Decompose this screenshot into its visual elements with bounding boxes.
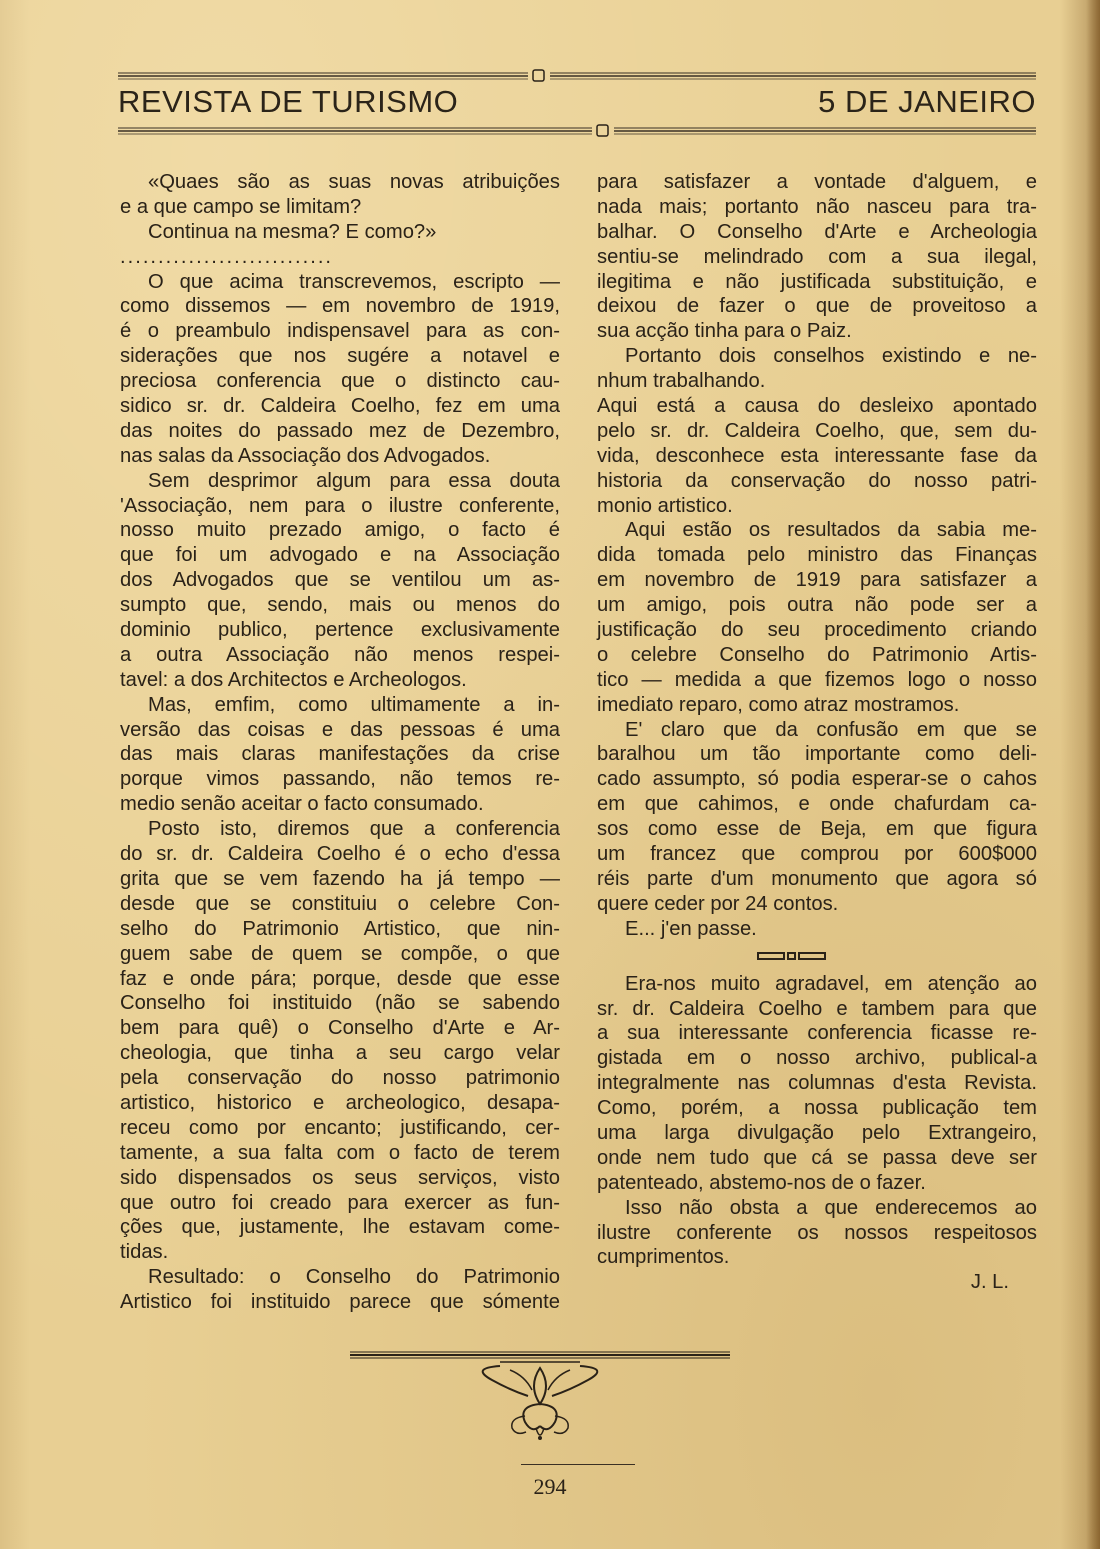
right-column (597, 170, 1037, 1295)
text-line: cumprimentos. (597, 1246, 730, 1269)
text-line: cado assumpto, só podia esperar-se o cahos (597, 768, 1037, 791)
text-line: balhar. O Conselho d'Arte e Archeologia (597, 220, 1037, 243)
text-line: patenteado, abstemo-nos de o fazer. (597, 1171, 926, 1194)
text-line: historia da conservação do nosso patri- (597, 469, 1037, 492)
text-line: O que acima transcrevemos, escripto — (148, 270, 560, 293)
header-bottom-rule (118, 124, 1036, 138)
text-line: integralmente nas columnas d'esta Revista. (597, 1072, 1037, 1095)
header-top-rule (118, 68, 1036, 82)
text-line: grita que se vem fazendo ha já tempo — (120, 867, 560, 890)
left-column (120, 170, 560, 1315)
text-line: selho do Patrimonio Artistico, que nin- (120, 917, 560, 940)
text-line: sumpto que, sendo, mais ou menos do (120, 594, 560, 617)
text-line: Posto isto, diremos que a conferencia (148, 818, 560, 841)
text-line: sos como esse de Beja, em que figura (597, 818, 1037, 841)
text-line: imediato reparo, como atraz mostramos. (597, 693, 960, 716)
page-number: 294 (533, 1474, 567, 1499)
text-line: sentiu-se melindrado com a sua ilegal, (597, 245, 1037, 268)
text-line: tidas. (120, 1241, 169, 1264)
text-line: gistada em o nosso archivo, publical-a (597, 1047, 1037, 1070)
right-column-section-2 (597, 972, 1037, 1271)
text-line: Sem desprimor algum para essa douta (148, 469, 560, 492)
footer-rule (521, 1464, 635, 1465)
text-line: sr. dr. Caldeira Coelho e tambem para que (597, 997, 1037, 1020)
text-line: réis parte d'um monumento que agora só (597, 867, 1037, 890)
text-line: versão das coisas e das pessoas é uma (120, 718, 560, 741)
text-line: tavel: a dos Architectos e Archeologos. (120, 668, 467, 691)
text-line: a sua interessante conferencia ficasse re- (597, 1022, 1037, 1045)
divider-ornament-icon (757, 950, 827, 962)
text-line: bem para quê) o Conselho d'Arte e Ar- (120, 1017, 560, 1040)
text-line: um francez que comprou por 600$000 (597, 843, 1037, 866)
text-line: receu como por encanto; justificando, cer- (120, 1116, 560, 1139)
text-line: dominio publico, pertence exclusivamente (120, 619, 560, 642)
text-line: Aqui estão os resultados da sabia me- (625, 519, 1037, 542)
text-line: Portanto dois conselhos existindo e ne- (625, 345, 1037, 368)
text-line: «Quaes são as suas novas atribuições (148, 171, 560, 193)
text-line: siderações que nos sugére a notavel e (120, 345, 560, 368)
text-line: deixou de fazer o que de proveitoso a (597, 295, 1037, 318)
text-line: Mas, emfim, como ultimamente a in- (148, 693, 560, 716)
text-line: dida tomada pelo ministro das Finanças (597, 544, 1037, 567)
text-line: a outra Associação não menos respei- (120, 643, 560, 666)
text-line: Como, porém, a nossa publicação tem (597, 1097, 1037, 1120)
text-line: ilustre conferente os nossos respeitosos (597, 1221, 1037, 1244)
text-line: preciosa conferencia que o distincto cau- (120, 370, 560, 393)
text-line: pelo sr. dr. Caldeira Coelho, que, sem du- (597, 419, 1037, 442)
text-line: uma larga divulgação pelo Extrangeiro, (597, 1121, 1037, 1144)
decorative-ornament-icon (350, 1346, 730, 1446)
text-line: para satisfazer a vontade d'alguem, e (597, 171, 1037, 193)
text-line: o celebre Conselho do Patrimonio Artis- (597, 643, 1037, 666)
text-line: E' claro que da confusão em que se (625, 718, 1037, 741)
text-line: Artistico foi instituido parece que sómente (120, 1291, 560, 1314)
text-line: Resultado: o Conselho do Patrimonio (148, 1266, 560, 1289)
text-line: pela conservação do nosso patrimonio (120, 1067, 560, 1090)
issue-date: 5 DE JANEIRO (818, 84, 1036, 119)
text-line: nhum trabalhando. (597, 370, 766, 393)
text-line: como dissemos — em novembro de 1919, (120, 295, 560, 318)
text-line: nas salas da Associação dos Advogados. (120, 444, 491, 467)
text-line: nosso muito prezado amigo, o facto é (120, 519, 560, 542)
text-line: Isso não obsta a que enderecemos ao (625, 1196, 1037, 1219)
text-line: que foi um advogado e na Associação (120, 544, 560, 567)
text-line: sidico sr. dr. Caldeira Coelho, fez em uma (120, 395, 560, 418)
text-line: ções que, justamente, lhe estavam come- (120, 1216, 560, 1239)
section-divider (597, 942, 1037, 972)
page-spine-shadow (1086, 0, 1100, 1549)
text-line: Era-nos muito agradavel, em atenção ao (625, 972, 1037, 995)
text-line: das mais claras manifestações da crise (120, 743, 560, 766)
text-line: em que cahimos, e onde chafurdam ca- (597, 793, 1037, 816)
text-line: sido dispensados os seus serviços, visto (120, 1166, 560, 1189)
text-line: Conselho foi instituido (não se sabendo (120, 992, 560, 1015)
text-line: baralhou um tão importante como deli- (597, 743, 1037, 766)
text-line: é o preambulo indispensavel para as con- (120, 320, 560, 343)
text-line: artistico, historico e archeologico, desapa- (120, 1091, 560, 1114)
text-line: um amigo, pois outra não pode ser a (597, 594, 1037, 617)
text-line: guem sabe de quem se compõe, o que (120, 942, 560, 965)
text-line: sua acção tinha para o Paiz. (597, 320, 852, 343)
text-line: do sr. dr. Caldeira Coelho é o echo d'essa (120, 843, 560, 866)
text-line: Aqui está a causa do desleixo apontado (597, 395, 1037, 418)
text-line: cheologia, que tinha a seu cargo velar (120, 1042, 560, 1065)
text-line: 'Associação, nem para o ilustre conferente, (120, 494, 560, 517)
text-line: monio artistico. (597, 494, 733, 517)
text-line: faz e onde pára; porque, desde que esse (120, 967, 560, 990)
magazine-title: REVISTA DE TURISMO (118, 84, 459, 119)
text-line: ilegitima e não justificada substituição, e (597, 270, 1037, 293)
text-line: Continua na mesma? E como?» (148, 220, 437, 243)
text-line: medio senão aceitar o facto consumado. (120, 793, 484, 816)
right-column-section-1 (597, 170, 1037, 942)
text-line: tamente, a sua falta com o facto de terem (120, 1141, 560, 1164)
signature: J. L. (970, 1271, 1009, 1294)
text-line: vida, desconhece esta interessante fase da (597, 444, 1037, 467)
text-line: das noites do passado mez de Dezembro, (120, 419, 560, 442)
text-line: dos Advogados que se ventilou um as- (120, 569, 560, 592)
text-line: quere ceder por 24 contos. (597, 892, 839, 915)
text-line: porque vimos passando, não temos re- (120, 768, 560, 791)
text-line: que outro foi creado para exercer as fun- (120, 1191, 560, 1214)
text-line: e a que campo se limitam? (120, 195, 362, 218)
text-line: tico — medida a que fizemos logo o nosso (597, 668, 1037, 691)
text-line: E... j'en passe. (625, 917, 757, 940)
text-line: em novembro de 1919 para satisfazer a (597, 569, 1037, 592)
text-line: nada mais; portanto não nasceu para tra- (597, 195, 1037, 218)
text-line: onde nem tudo que cá se passa deve ser (597, 1146, 1037, 1169)
text-line: ............................ (120, 245, 334, 268)
text-line: justificação do seu procedimento criando (597, 619, 1037, 642)
text-line: desde que se constituiu o celebre Con- (120, 892, 560, 915)
